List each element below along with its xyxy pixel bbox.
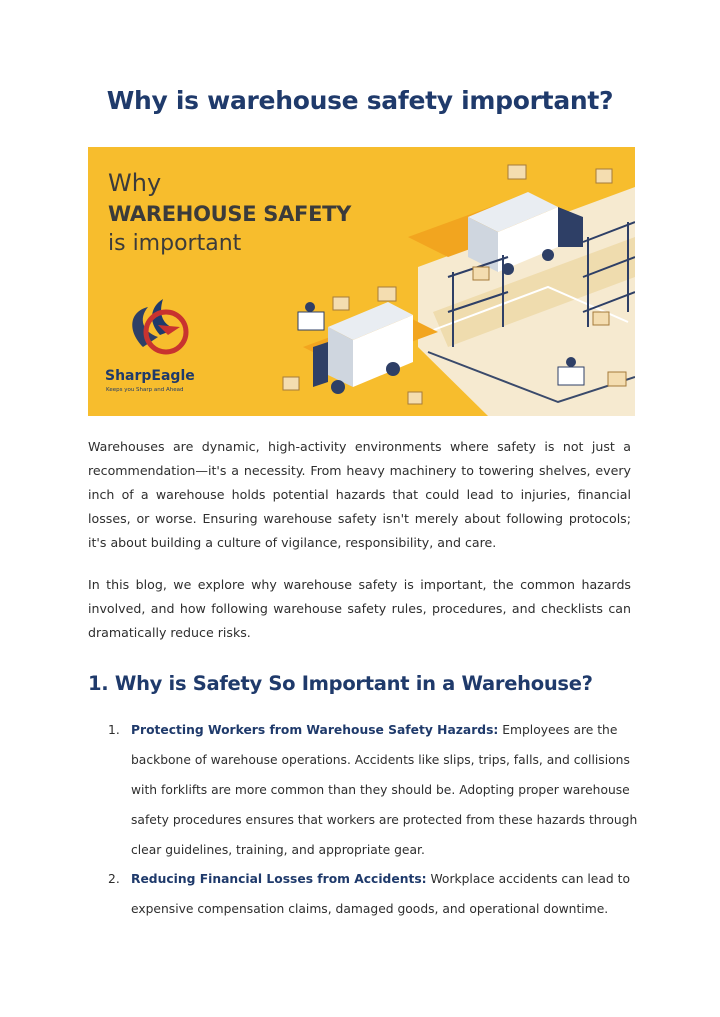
list-item-text: Workplace accidents can lead to expensive compensation claims, damaged goods, and operational downtime.: [131, 872, 630, 916]
list-item-number: 2.: [108, 872, 120, 886]
hero-is-important-text: is important: [108, 231, 242, 256]
list-item-text: Employees are the backbone of warehouse operations. Accidents like slips, trips, falls, and collisions with forklifts are more common than they should be. Adopting proper warehouse safety procedures ensures that workers are protected from these hazards through clear guidelines, training, and appropriate gear.: [131, 723, 638, 857]
truck-bottom: [313, 302, 413, 394]
blog-overview-paragraph: In this blog, we explore why warehouse safety is important, the common hazards involved, and how following warehouse safety rules, procedures, and checklists can dramatically reduce risks.: [88, 577, 631, 640]
list-item-lead: Protecting Workers from Warehouse Safety Hazards:: [131, 723, 499, 737]
hero-why-text: Why: [108, 169, 162, 197]
brand-name: SharpEagle: [105, 368, 195, 384]
intro-paragraph: Warehouses are dynamic, high-activity environments where safety is not just a recommendation—it's a necessity. From heavy machinery to towering shelves, every inch of a warehouse holds potential hazards that could lead to injuries, financial losses, or worse. Ensuring warehouse safety isn't merely about following protocols; it's about building a culture of vigilance, responsibility, and care.: [88, 439, 631, 550]
page-title: Why is warehouse safety important?: [106, 86, 614, 115]
list-item-number: 1.: [108, 723, 120, 737]
brand-tagline: Keeps you Sharp and Ahead: [106, 387, 184, 393]
list-item-body: [131, 715, 651, 865]
hero-banner-image: [88, 147, 635, 416]
section-heading: 1. Why is Safety So Important in a Warehouse?: [88, 672, 593, 695]
list-item-lead: Reducing Financial Losses from Accidents:: [131, 872, 427, 886]
hero-main-text: WAREHOUSE SAFETY: [108, 202, 352, 226]
sharpeagle-logo-icon: [132, 299, 186, 352]
list-item-body: [131, 864, 651, 924]
